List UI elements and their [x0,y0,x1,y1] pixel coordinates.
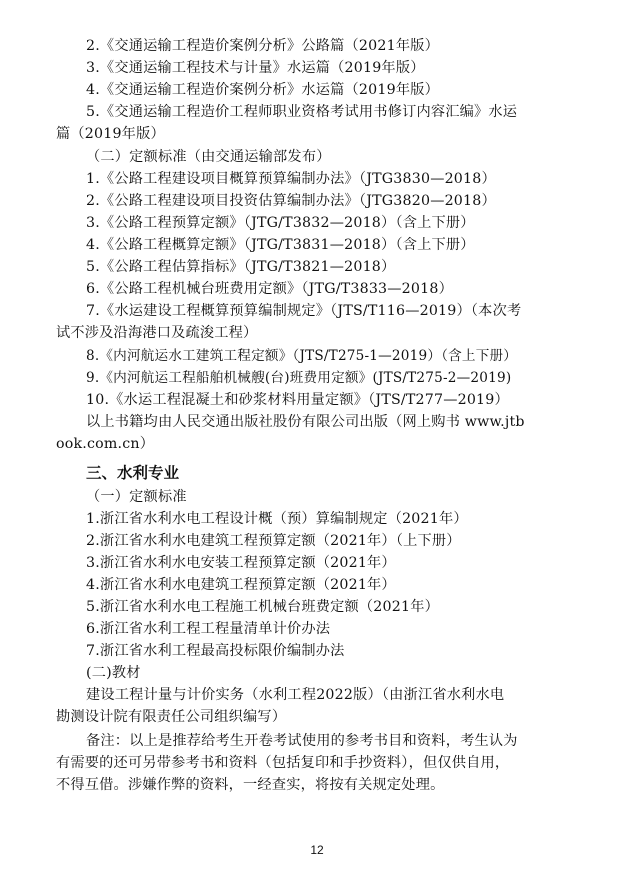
list-item: 2.《公路工程建设项目投资估算编制办法》（JTG3820—2018） [86,193,496,209]
list-item: 3.《交通运输工程技术与计量》水运篇（2019年版） [86,60,425,76]
list-item: 1.浙江省水利水电工程设计概（预）算编制规定（2021年） [86,511,468,527]
textbook-entry-continuation: 勘测设计院有限责任公司组织编写） [56,709,287,725]
list-item: 6.《公路工程机械台班费用定额》（JTG/T3833—2018） [86,281,453,297]
publisher-note: 以上书籍均由人民交通出版社股份有限公司出版（网上购书 www.jtb [86,414,525,430]
list-item: 1.《公路工程建设项目概算预算编制办法》（JTG3830—2018） [86,171,496,187]
remark-text: 不得互借。涉嫌作弊的资料，一经查实，将按有关规定处理。 [56,777,445,793]
publisher-note-continuation: ook.com.cn） [56,436,155,452]
list-item: 8.《内河航运水工建筑工程定额》（JTS/T275-1—2019）（含上下册） [86,348,518,364]
list-item: 4.浙江省水利水电建筑工程预算定额（2021年） [86,577,396,593]
list-item-continuation: 试不涉及沿海港口及疏浚工程） [56,325,258,341]
list-item: 6.浙江省水利工程工程量清单计价办法 [86,621,331,637]
list-item: 5.浙江省水利水电工程施工机械台班费定额（2021年） [86,599,439,615]
list-item: 3.浙江省水利水电安装工程预算定额（2021年） [86,555,396,571]
list-item: 2.《交通运输工程造价案例分析》公路篇（2021年版） [86,38,439,54]
list-item: 7.浙江省水利工程最高投标限价编制办法 [86,643,345,659]
subsection-heading: （二）定额标准（由交通运输部发布） [86,149,331,165]
list-item-continuation: 篇（2019年版） [56,126,165,142]
page-number: 12 [310,843,324,857]
list-item: 10.《水运工程混凝土和砂浆材料用量定额》（JTS/T277—2019） [86,392,509,408]
list-item: 5.《交通运输工程造价工程师职业资格考试用书修订内容汇编》水运 [86,104,518,120]
list-item: 4.《公路工程概算定额》（JTG/T3831—2018）（含上下册） [86,237,475,253]
list-item: 4.《交通运输工程造价案例分析》水运篇（2019年版） [86,82,439,98]
section-heading: 三、水利专业 [86,464,180,482]
list-item: 7.《水运建设工程概算预算编制规定》（JTS/T116—2019）（本次考 [86,303,522,319]
list-item: 5.《公路工程估算指标》（JTG/T3821—2018） [86,259,396,275]
list-item: 3.《公路工程预算定额》（JTG/T3832—2018）（含上下册） [86,215,475,231]
subsection-heading: (二)教材 [86,665,141,681]
subsection-heading: （一）定额标准 [86,489,187,505]
list-item: 2.浙江省水利水电建筑工程预算定额（2021年）（上下册） [86,533,461,549]
remark-text: 有需要的还可另带参考书和资料（包括复印和手抄资料），但仅供自用， [56,755,510,771]
list-item: 9.《内河航运工程船舶机械艘(台)班费用定额》(JTS/T275-2—2019) [86,370,512,386]
remark-text: 备注：以上是推荐给考生开卷考试使用的参考书目和资料，考生认为 [86,733,518,749]
textbook-entry: 建设工程计量与计价实务（水利工程2022版）（由浙江省水利水电 [86,687,505,703]
